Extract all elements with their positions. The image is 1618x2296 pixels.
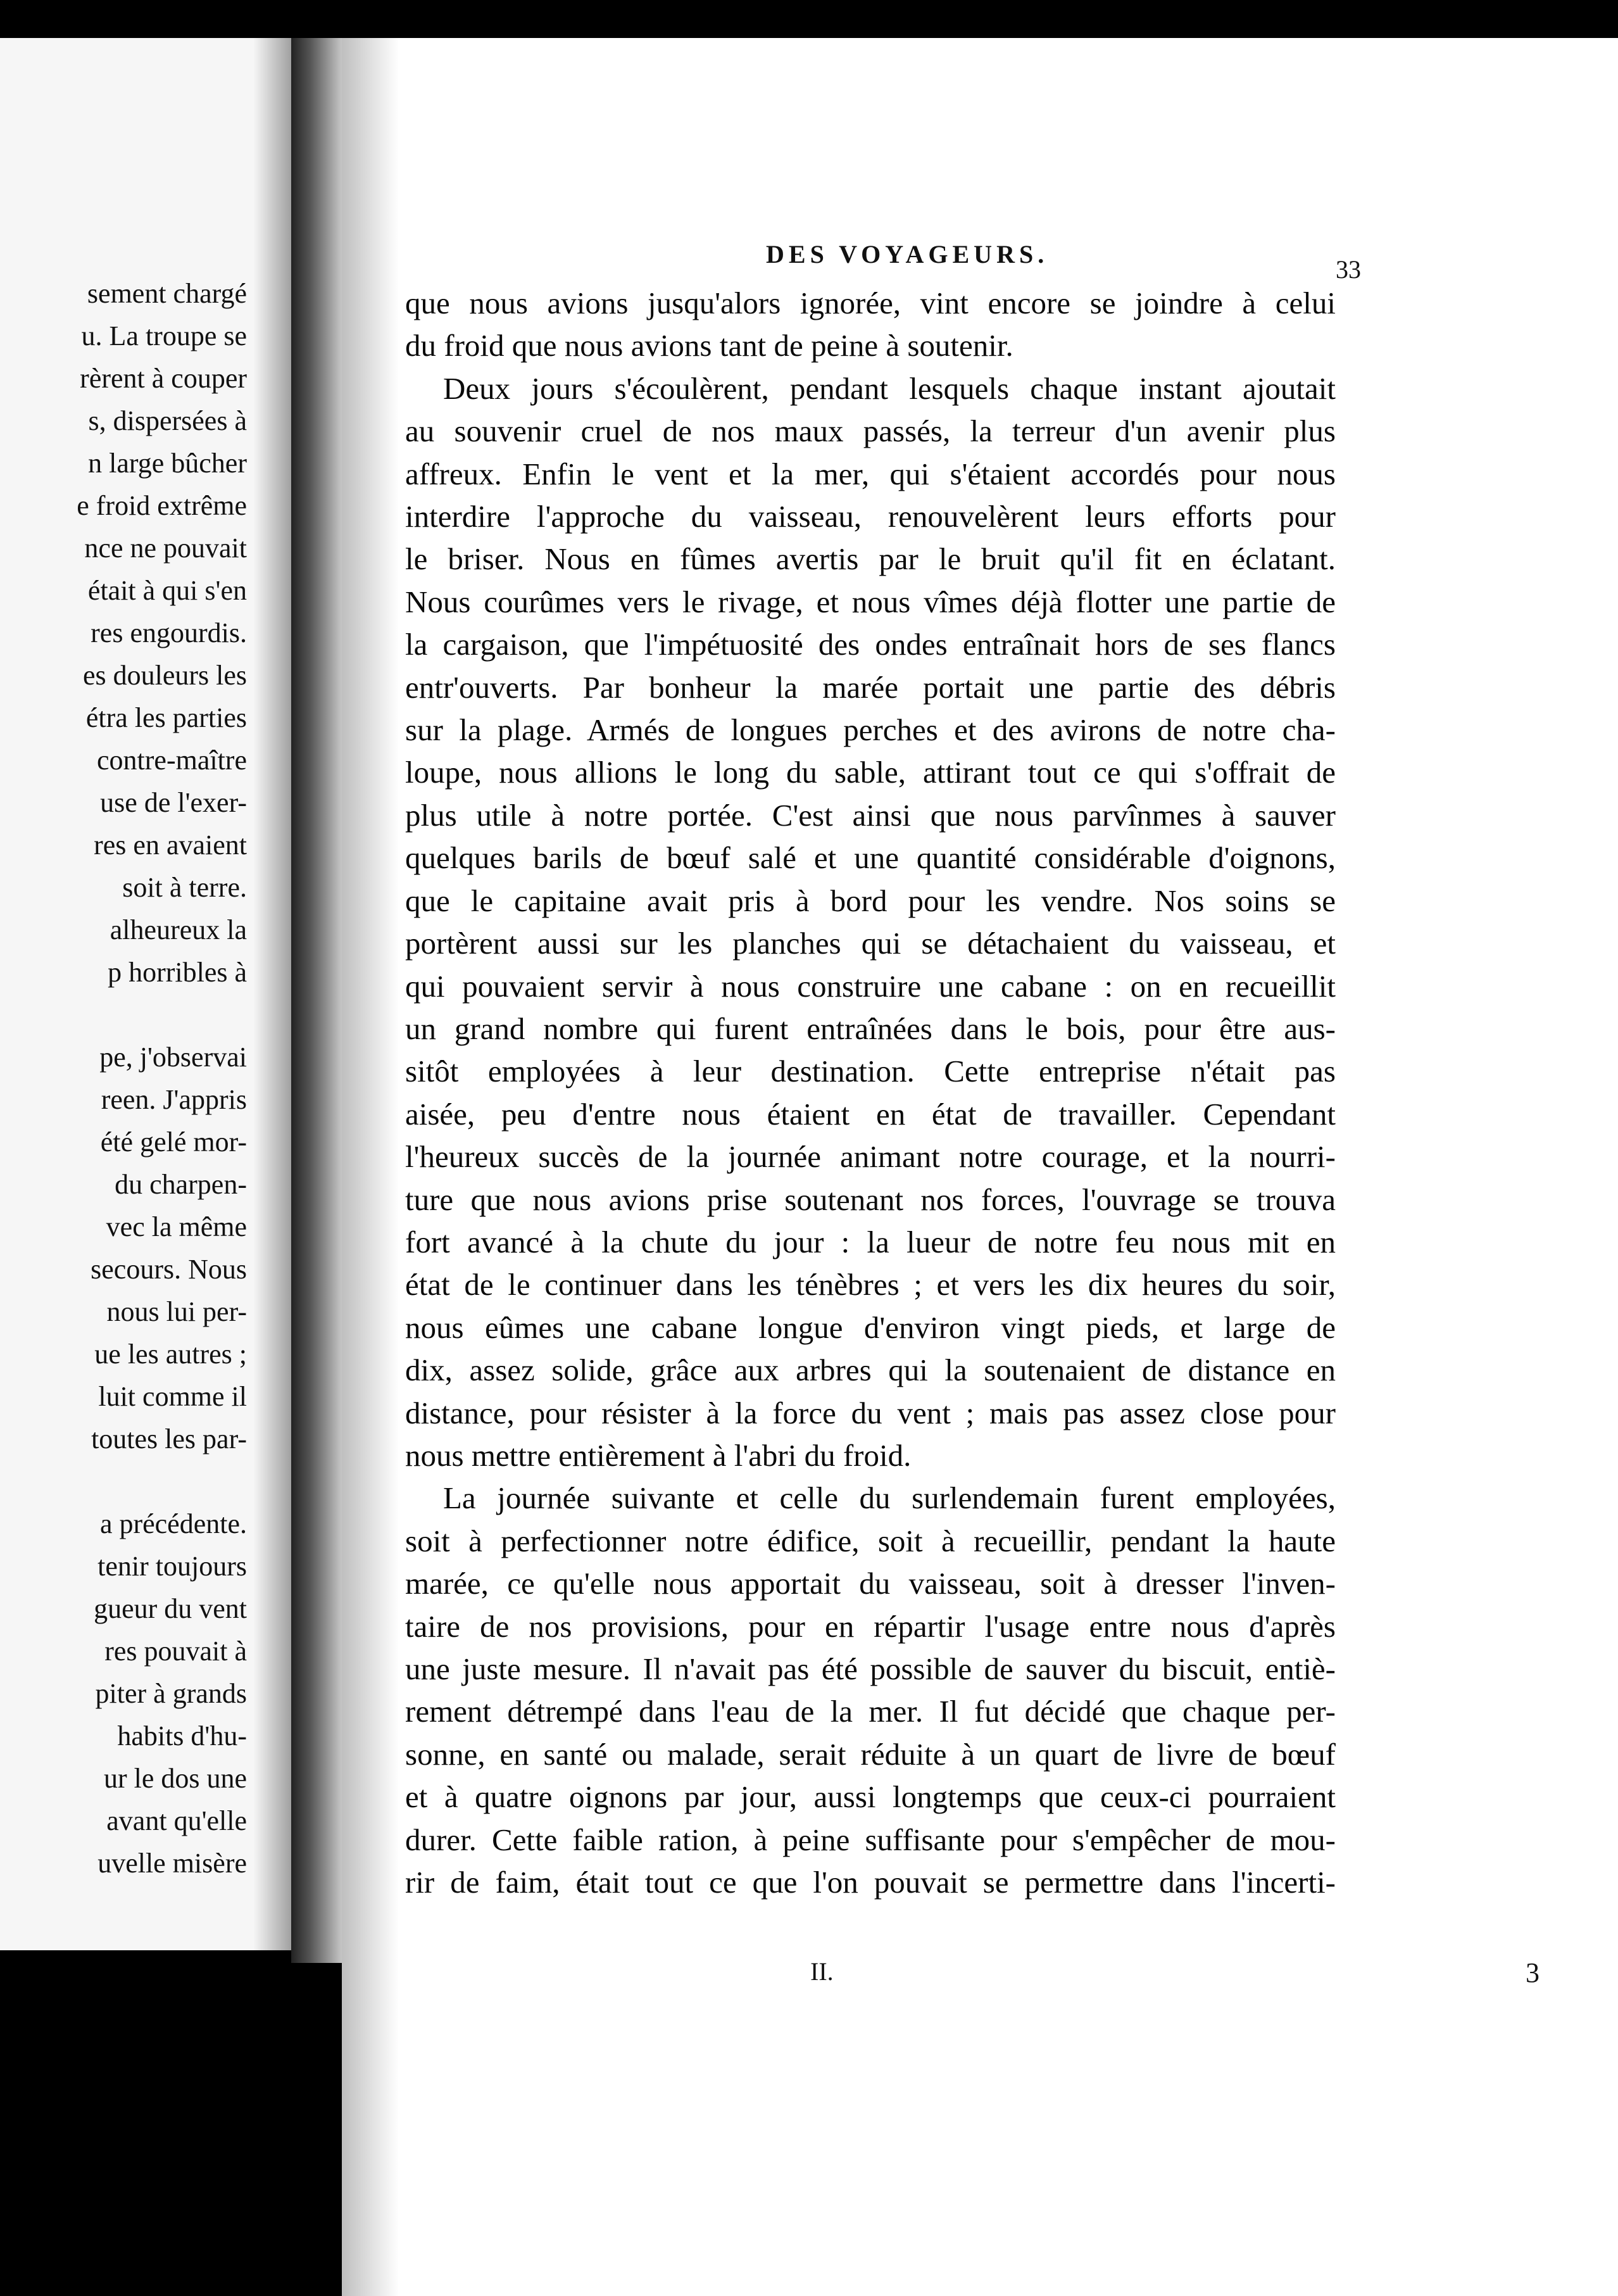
left-page-line: étra les parties	[85, 702, 247, 733]
left-page-line: du charpen-	[115, 1169, 247, 1200]
left-page-line: pe, j'observai	[99, 1042, 247, 1073]
left-page-line: res engourdis.	[91, 617, 247, 648]
signature-mark: II.	[810, 1957, 834, 1986]
left-page-line: u. La troupe se	[81, 320, 247, 351]
text-line: taire de nos provisions, pour en répartir l'usage entre nous d'après	[405, 1608, 1336, 1644]
left-page-line: alheureux la	[110, 914, 247, 945]
left-page-line: sement chargé	[87, 278, 247, 309]
left-page-line: luit comme il	[98, 1381, 247, 1412]
text-line: La journée suivante et celle du surlendemain furent employées,	[443, 1480, 1336, 1516]
text-line: entr'ouverts. Par bonheur la marée portait une partie des débris	[405, 669, 1336, 705]
left-page-line: es douleurs les	[82, 660, 247, 691]
left-page-line: ue les autres ;	[94, 1339, 247, 1370]
text-line: interdire l'approche du vaisseau, renouvelèrent leurs efforts pour	[405, 499, 1336, 534]
left-page-line: vec la même	[106, 1211, 247, 1242]
left-page-line: secours. Nous	[91, 1254, 247, 1285]
text-line: loupe, nous allions le long du sable, attirant tout ce qui s'offrait de	[405, 755, 1336, 790]
left-page-line: soit à terre.	[122, 872, 247, 903]
text-line: l'heureux succès de la journée animant notre courage, et la nourri-	[405, 1139, 1336, 1175]
footer-number: 3	[1526, 1957, 1540, 1988]
text-line: fort avancé à la chute du jour : la lueur de notre feu nous mit en	[405, 1224, 1336, 1259]
text-line: ture que nous avions prise soutenant nos forces, l'ouvrage se trouva	[405, 1182, 1336, 1217]
text-line: durer. Cette faible ration, à peine suffisante pour s'empêcher de mou-	[405, 1822, 1336, 1857]
text-line: quelques barils de bœuf salé et une quantité considérable d'oignons,	[405, 840, 1336, 876]
left-page-line: tenir toujours	[97, 1551, 247, 1582]
text-line: marée, ce qu'elle nous apportait du vaisseau, soit à dresser l'inven-	[405, 1566, 1336, 1601]
text-line: affreux. Enfin le vent et la mer, qui s'étaient accordés pour nous	[405, 456, 1336, 491]
left-page-line: été gelé mor-	[100, 1126, 247, 1157]
text-line: Nous courûmes vers le rivage, et nous vîmes déjà flotter une partie de	[405, 584, 1336, 619]
right-page-edge-shadow	[342, 38, 399, 2296]
body-text	[405, 282, 1336, 1903]
left-page-line: ur le dos une	[103, 1763, 247, 1794]
page-number: 33	[1336, 255, 1361, 284]
left-page-line: rèrent à couper	[80, 363, 247, 394]
left-page-line: s, dispersées à	[88, 405, 247, 436]
left-page-line: n large bûcher	[88, 448, 247, 479]
text-line: sitôt employées à leur destination. Cette entreprise n'était pas	[405, 1054, 1336, 1089]
left-page-line: toutes les par-	[91, 1423, 247, 1454]
left-page-line: use de l'exer-	[100, 787, 247, 818]
text-line: nous mettre entièrement à l'abri du froid.	[405, 1437, 912, 1473]
text-line: Deux jours s'écoulèrent, pendant lesquels chaque instant ajoutait	[443, 370, 1336, 406]
left-page-line: habits d'hu-	[117, 1720, 247, 1751]
left-page-line: piter à grands	[95, 1678, 247, 1709]
left-page-line: uvelle misère	[97, 1848, 247, 1879]
text-line: nous eûmes une cabane longue d'environ vingt pieds, et large de	[405, 1309, 1336, 1345]
text-line: rir de faim, était tout ce que l'on pouvait se permettre dans l'incerti-	[405, 1865, 1336, 1900]
left-page-line: res en avaient	[94, 829, 247, 861]
text-line: que le capitaine avait pris à bord pour les vendre. Nos soins se	[405, 883, 1336, 918]
right-page	[342, 38, 1618, 2296]
text-line: dix, assez solide, grâce aux arbres qui la soutenaient de distance en	[405, 1353, 1336, 1388]
text-line: la cargaison, que l'impétuosité des ondes entraînait hors de ses flancs	[405, 627, 1336, 662]
text-line: que nous avions jusqu'alors ignorée, vint encore se joindre à celui	[405, 286, 1336, 320]
text-line: qui pouvaient servir à nous construire une cabane : on en recueillit	[405, 968, 1336, 1004]
text-line: et à quatre oignons par jour, aussi longtemps que ceux-ci pourraient	[405, 1779, 1336, 1815]
text-line: un grand nombre qui furent entraînées dans le bois, pour être aus-	[405, 1011, 1336, 1046]
left-page-line: reen. J'appris	[101, 1084, 247, 1115]
text-line: sur la plage. Armés de longues perches et des avirons de notre cha-	[405, 712, 1336, 748]
left-page-line: gueur du vent	[94, 1593, 247, 1624]
text-line: rement détrempé dans l'eau de la mer. Il fut décidé que chaque per-	[405, 1694, 1336, 1729]
text-line: état de le continuer dans les ténèbres ; et vers les dix heures du soir,	[405, 1267, 1336, 1303]
left-page-line: p horribles à	[108, 957, 247, 988]
text-line: au souvenir cruel de nos maux passés, la terreur d'un avenir plus	[405, 413, 1336, 449]
left-page-line: e froid extrême	[77, 490, 247, 521]
text-line: le briser. Nous en fûmes avertis par le bruit qu'il fit en éclatant.	[405, 541, 1336, 577]
left-page-line: avant qu'elle	[106, 1805, 247, 1836]
text-line: portèrent aussi sur les planches qui se détachaient du vaisseau, et	[405, 926, 1336, 961]
left-page	[0, 38, 291, 1950]
left-page-line: contre-maître	[97, 745, 247, 776]
text-line: une juste mesure. Il n'avait pas été possible de sauver du biscuit, entiè-	[405, 1651, 1336, 1686]
text-line: du froid que nous avions tant de peine à soutenir.	[405, 328, 1013, 363]
left-page-line: res pouvait à	[104, 1636, 247, 1667]
left-page-line: a précédente.	[99, 1508, 247, 1539]
text-line: aisée, peu d'entre nous étaient en état de travailler. Cependant	[405, 1096, 1336, 1132]
left-page-line: était à qui s'en	[87, 575, 247, 606]
text-line: distance, pour résister à la force du vent ; mais pas assez close pour	[405, 1395, 1336, 1430]
left-page-line: nce ne pouvait	[84, 533, 247, 564]
left-page-text	[0, 272, 247, 1884]
running-head: DES VOYAGEURS.	[766, 240, 1049, 268]
text-line: soit à perfectionner notre édifice, soit à recueillir, pendant la haute	[405, 1523, 1336, 1558]
left-page-gutter-shadow	[253, 38, 291, 1950]
text-line: sonne, en santé ou malade, serait réduite à un quart de livre de bœuf	[405, 1736, 1336, 1772]
text-line: plus utile à notre portée. C'est ainsi que nous parvînmes à sauver	[405, 797, 1336, 833]
left-page-line: nous lui per-	[106, 1296, 247, 1327]
